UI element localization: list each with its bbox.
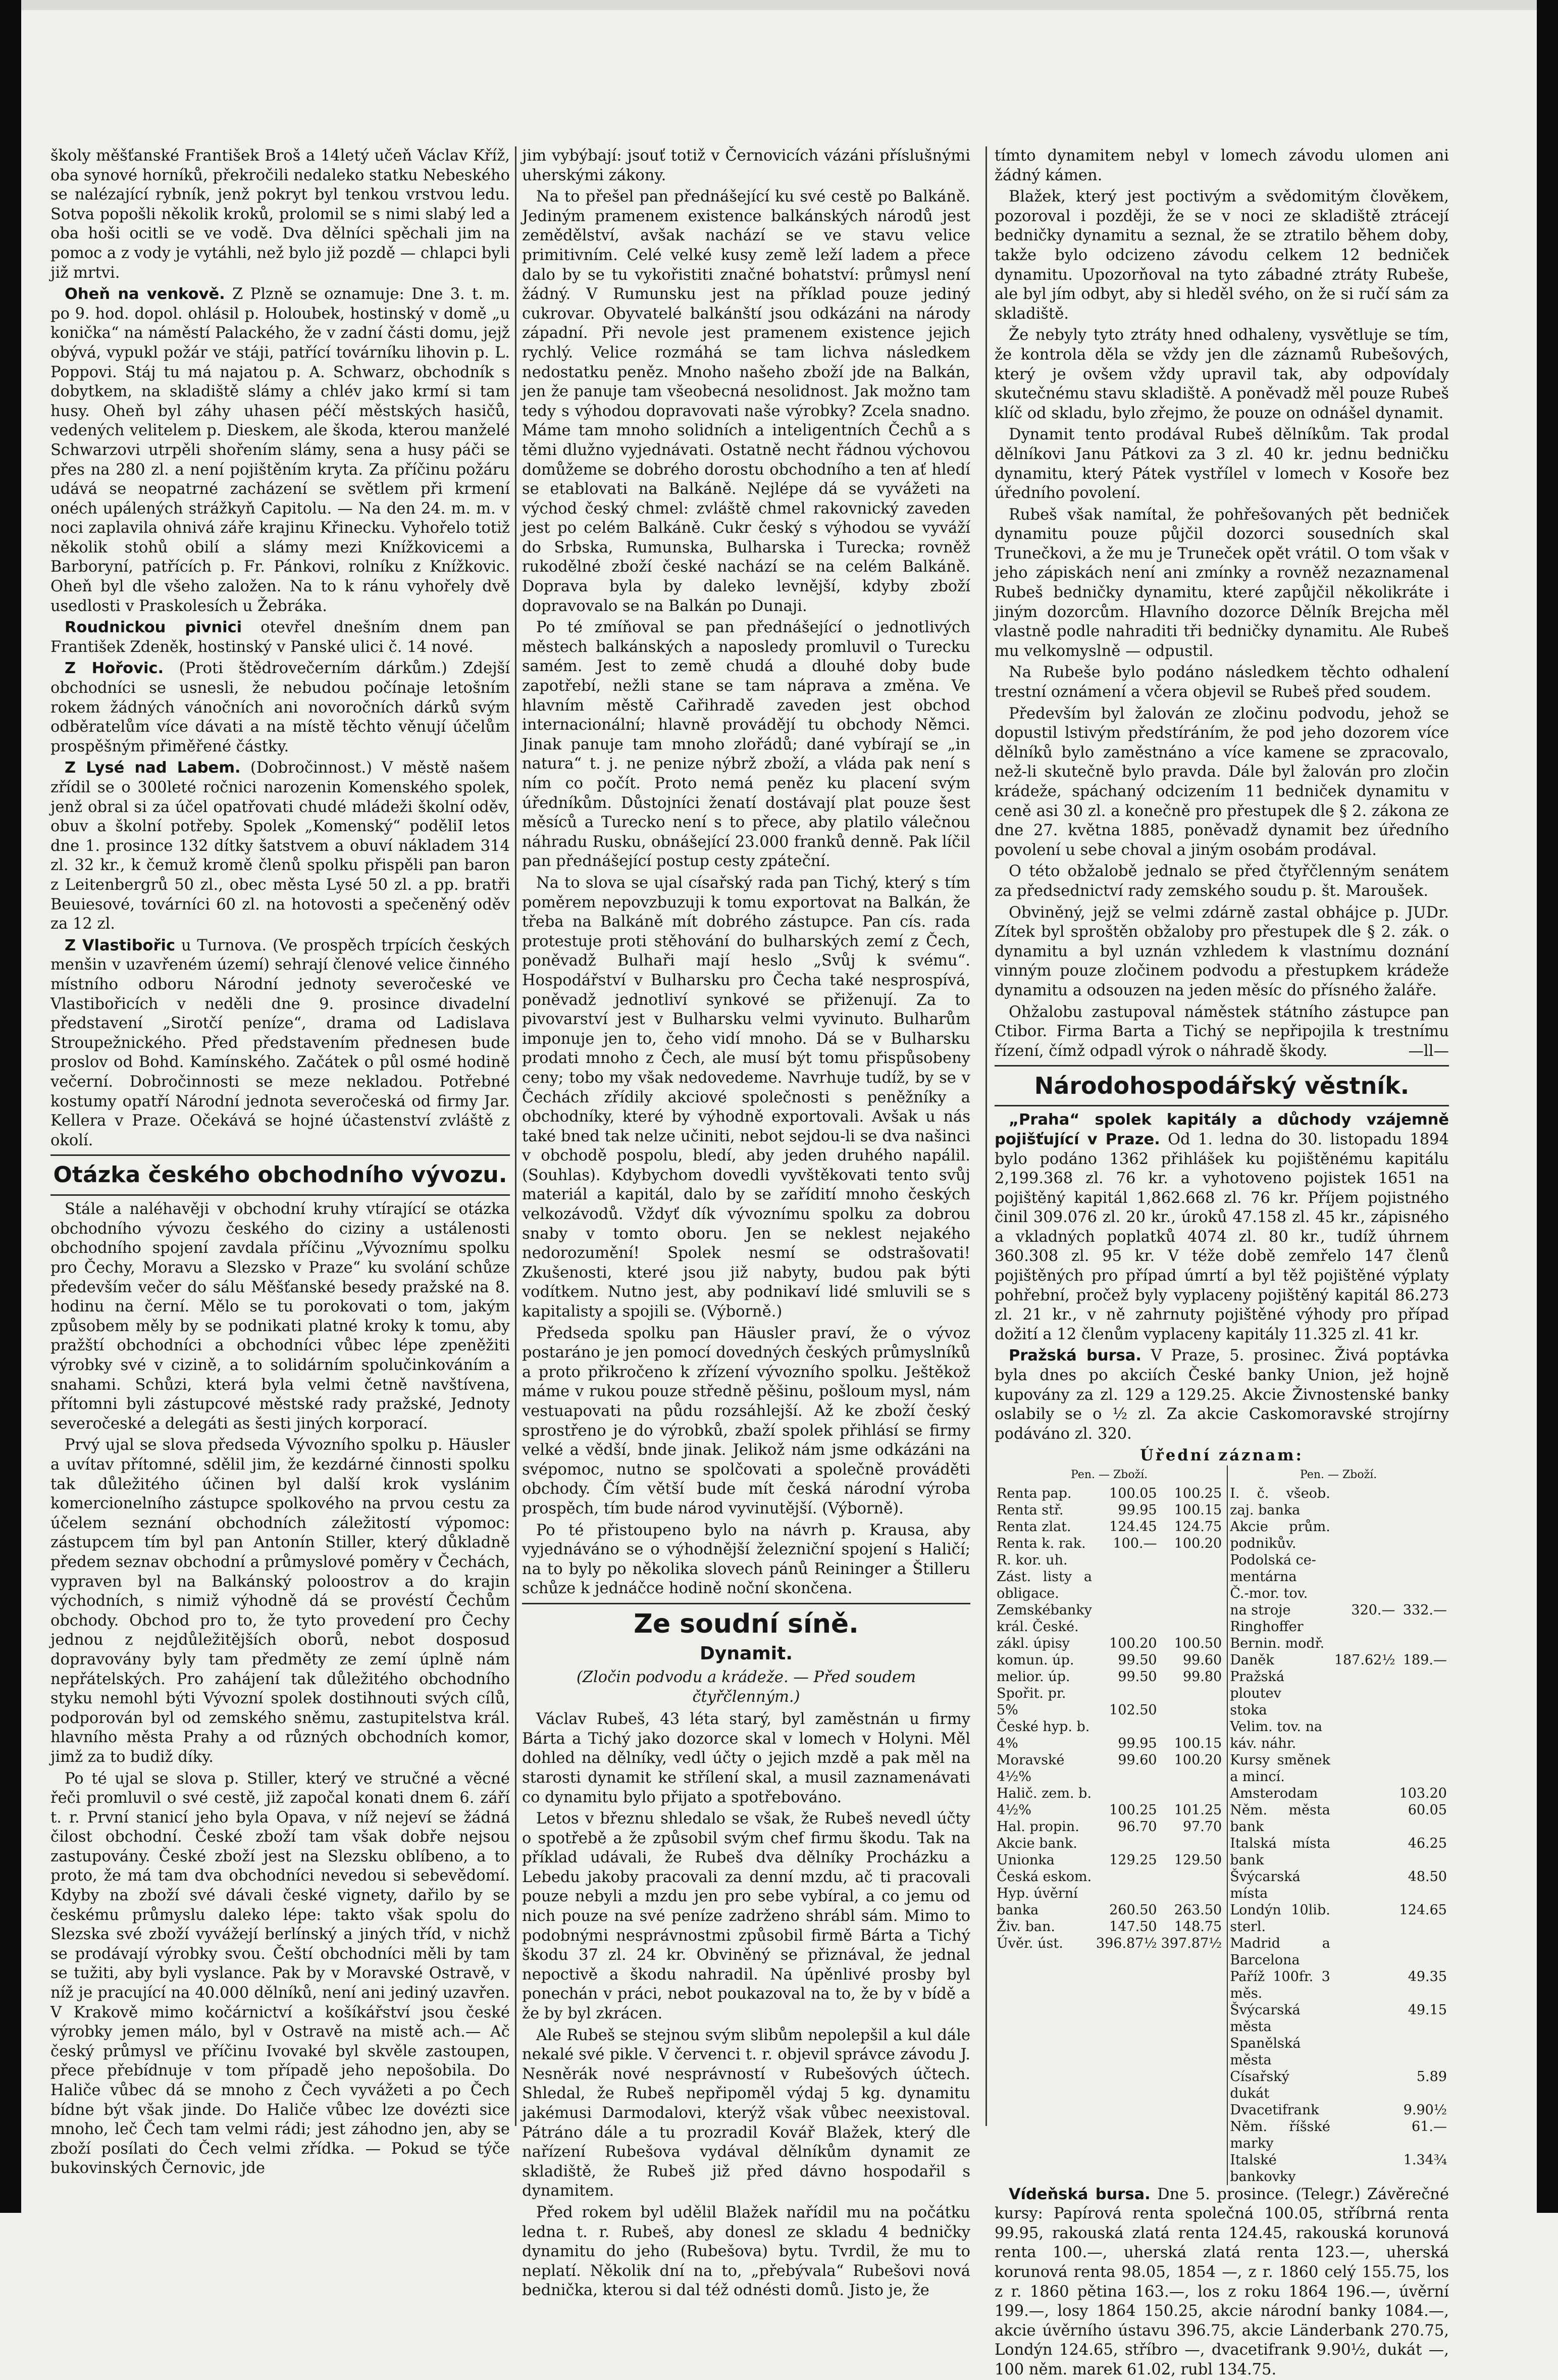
quote-row [995,1535,1224,1552]
quote-money [1332,1902,1397,1935]
paragraph-dynamite-10: Na Rubeše bylo podáno následkem těchto odhalení trestní oznámení a včera objevil se Rubeš před soudem. [995,664,1449,701]
column-1 [50,146,510,2178]
quote-money [1332,1802,1397,1835]
text-prague-bourse: V Praze, 5. prosinec. Živá poptávka byla dnes po akciích České banky Union, jež hojně kupovány za zl. 129 a 129.25. Akcie Živnostenské banky oslabily se o ½ zl. Za akcie Caskomoravské strojírny podáváno zl. 320. [995,1347,1449,1443]
divider [995,1065,1449,1067]
quote-label: Švýcarská města [1230,2002,1301,2035]
quote-label: Daněk [1230,1652,1274,1668]
quote-money [1094,1885,1159,1902]
quote-money [1332,2002,1397,2035]
quote-row [995,1568,1224,1602]
quote-row [1228,2152,1449,2185]
quotes-left-table [995,1485,1224,1952]
quotes-right-header: Pen. — Zboží. [1300,1468,1377,1481]
article-vienna-bourse [995,2185,1449,2380]
quote-label: 4½% [997,1802,1032,1818]
quote-goods: 49.35 [1408,1968,1447,1985]
quote-money: 187.62½ [1334,1652,1395,1668]
quote-money: 124.45 [1109,1518,1157,1535]
quote-row [1228,1785,1449,1802]
quote-money [1094,1868,1159,1885]
quote-money [1094,1835,1159,1852]
paragraph-export-8: Předseda spolku pan Häusler praví, že o vývoz postaráno je jen pomocí dovedných českých průmyslníků a proto přikročeno k zřízení vývozního spolku. Ještěkož máme v rukou pouze středně pěšinu, pošloum mysl, nám vestuapovati na půdu rozsáhlejší. Až ke zboží český sprostřeno je do výrobků, zbaží spolek přihlásí se firmy velké a vědší, bnde jinak. Jelikož nám jsme odkázáni na svépomoc, nutno se spolčovati a společně prováděti obchody. Čím větší bude mít česká národní výroba prospěch, tím bude národ vyvinutější. (Výborně). [522,1324,970,1517]
quote-label: Něm. říšské marky [1230,2118,1330,2151]
quote-goods [1159,1835,1224,1852]
quote-goods [1159,1702,1224,1718]
quote-label: Unionka [997,1852,1055,1868]
quote-label: Pražská ploutev [1230,1668,1284,1701]
quote-goods [1397,1735,1449,1752]
quote-money: 100.20 [1109,1635,1157,1651]
quote-label: Dvacetifrank [1230,2102,1319,2118]
quote-label: Hyp. úvěrní [997,1885,1078,1901]
quote-goods: 48.50 [1408,1868,1447,1885]
quote-money [1332,1635,1397,1652]
quote-row [995,1685,1224,1702]
quote-row [995,1735,1224,1752]
quote-label: Akcie prům. podnikův. [1230,1518,1330,1551]
quote-goods: 5.89 [1416,2068,1447,2085]
quote-row [995,1835,1224,1852]
quote-row [995,1918,1224,1935]
quote-label: Paříž 100fr. 3 měs. [1230,1968,1330,2001]
quote-goods: 100.20 [1174,1535,1222,1551]
quote-money [1094,1568,1159,1602]
quote-money [1332,1752,1397,1785]
paragraph-dynamite-11: Především byl žalován ze zločinu podvodu, jehož se dopustil lstivým předstíráním, že pod jeho dozorem více dělníků bylo zaměstnáno a více kamene se zpracovalo, než-li skutečně bylo pravda. Dále byl žalován pro zločin krádeže, spáchaný odcizením 11 bedniček dynamitu v ceně asi 30 zl. a konečně pro přestupek dle § 2. zákona ze dne 27. května 1885, poněvadž dynamit bez úředního povolení u sebe choval a jiným osobám prodával. [995,704,1449,859]
quote-goods: 332.— [1403,1602,1447,1618]
article-lysa [50,758,510,934]
divider [50,1154,510,1156]
quote-money: 102.50 [1109,1702,1157,1718]
quote-row [995,1902,1224,1918]
quote-label: zákl. úpisy [997,1635,1070,1651]
headline-lysa: Z Lysé nad Labem. [65,759,241,777]
quote-goods: 49.15 [1408,2002,1447,2018]
quote-label: Zemskébanky [997,1602,1092,1618]
quote-money [1332,2152,1397,2185]
quote-money [1094,1618,1159,1635]
quote-goods [1159,1685,1224,1702]
text-vienna-bourse: Dne 5. prosince. (Telegr.) Závěrečné kursy: Papírová renta společná 100.05, stříbrná renta 99.95, rakouská zlatá renta 124.45, rakouská korunová renta 100.—, uherská zlatá renta 123.—, uherská korunová renta 98.05, 1854 —, z r. 1860 celý 155.75, los z r. 1860 pětina 163.—, los z roku 1864 196.—, úvěrní 199.—, losy 1864 150.25, akcie národní banky 1084.—, akcie úvěrního ústavu 396.75, akcie Länderbank 270.75, Londýn 124.65, stříbro —, dvacetifrank 9.90½, dukát —, 100 něm. marek 61.02, rubl 134.75. [995,2185,1449,2378]
quote-label: Italská místa bank [1230,1835,1330,1868]
quote-label: Italské bankovky [1230,2152,1296,2185]
column-rule-2 [985,146,987,2126]
quote-money: 100.25 [1109,1802,1157,1818]
quote-money [1332,1785,1397,1802]
quote-label: Něm. města bank [1230,1802,1330,1835]
quote-goods: 124.75 [1174,1518,1222,1535]
paragraph-dynamite-3: Ale Rubeš se stejnou svým slibům nepolepšil a kul dále nekalé své pikle. V červenci t. r. objevil správce závodu J. Nesněrák nové nesprávností v Rubešových účtech. Shledal, že Rubeš nepřipoměl výdaj 5 kg. dynamitu jakémusi Darmodalovi, kterýž však vůbec neexistoval. Pátráno dále a tu prozradil Kovář Blažek, který dle nařízení Rubešova vydával dělníkům dynamit ze skladiště, že Rubeš již před dávno hospodařil s dynamitem. [522,2026,970,2200]
quote-goods [1159,1602,1224,1618]
quote-label: Halič. zem. b. [997,1785,1092,1801]
text-roudnice: otevřel dnešním dnem pan František Zdeněk, hostinský v Panské ulici č. 14 nové. [50,619,510,656]
quote-goods [1397,2035,1449,2068]
quote-money [1094,1685,1159,1702]
quote-row [995,1885,1224,1902]
quote-goods: 397.87½ [1161,1935,1222,1951]
quote-row [995,1518,1224,1535]
quote-label: na stroje [1230,1602,1291,1618]
paragraph-dynamite-8: Dynamit tento prodával Rubeš dělníkům. Tak prodal dělníkovi Janu Pátkovi za 3 zl. 40 kr. jednu bedničku dynamitu, který Pátek vystřílel v lomech v Kosoře bez úředního povolení. [995,426,1449,502]
quote-goods: 129.50 [1174,1852,1222,1868]
quote-label: Kursy směnek a mincí. [1230,1752,1330,1785]
quote-money [1332,2035,1397,2068]
quote-money: 96.70 [1118,1818,1157,1835]
quote-row [1228,1718,1449,1735]
quote-row [995,1852,1224,1868]
paragraph-dynamite-14 [995,1003,1449,1061]
quote-goods: 189.— [1403,1652,1447,1668]
headline-vienna-bourse: Vídeňská bursa. [1009,2185,1151,2203]
quote-goods: 97.70 [1182,1818,1222,1835]
quote-money [1094,1785,1159,1802]
quote-money: 99.50 [1118,1668,1157,1685]
quote-row [995,1652,1224,1668]
quote-goods: 263.50 [1174,1902,1222,1918]
quote-row [995,1802,1224,1818]
quote-label: Podolská ce- [1230,1552,1316,1568]
quote-row [1228,1652,1449,1668]
left-scan-edge [0,0,21,2213]
quote-label: Úvěr. úst. [997,1935,1063,1951]
quote-goods [1397,1485,1449,1518]
quote-label: káv. náhr. [1230,1735,1296,1751]
article-roudnice [50,618,510,657]
quote-money: 260.50 [1109,1902,1157,1918]
headline-vlastiborice: Z Vlastibořic [65,936,176,954]
quotes-table [995,1465,1449,2185]
quote-row [1228,1802,1449,1835]
paragraph-export-3: Po té ujal se slova p. Stiller, který ve stručné a věcné řeči promluvil o své cestě, již započal konati dnem 6. září t. r. První stanicí jeho byla Opava, v níž nejeví se žádná čilost obchodní. České zboží tam však dobře nejsou zastupovány. České zboží jest na Slezsku oblíbeno, a to proto, že má tam dva obchodníci nevedou si sebevědomí. Kdyby na zboží své dávali české vignety, dařilo by se českému průmyslu daleko lépe: takto však spolu do Slezska své zboží vyvážejí berlínský a jiných tříd, v nichž se prodávají výrobky svou. Čeští obchodníci měli by tam se tužiti, aby byli vyslance. Pak by v Moravské Ostravě, v níž je pracující na 40.000 dělníků, není ani jediný uzavřen. V Krakově mimo kočárnictví a košíkářství jsou české výrobky jemen málo, byl v Ostravě na mistě ach.— Ač český průmysl ve příčinu Ivovaké byl skvěle zastoupen, přece přebídnuje v tom případě jeho nepošobila. Do Haliče vůbec dá se mnoho z Čech vyvážeti a po Čech bídne být však jinde. Do Haliče vůbec lze dovézti sice mnoho, leč Čech tam velmi rádi; jest záhodno jen, aby se zboží posílati do Čech velmi zřídka. — Pokud se týče bukovinských Černovic, jde [50,1769,510,2178]
quote-label: Hal. propin. [997,1818,1079,1835]
paragraph-dynamite-7: Že nebyly tyto ztráty hned odhaleny, vysvětluje se tím, že kontrola děla se vždy jen dle záznamů Rubešových, který je ovšem vždy upravil tak, aby odpovídaly skutečnému stavu skladiště. A poněvadž měl pouze Rubeš klíč od skladu, bylo zřejmo, že pouze on odnášel dynamit. [995,326,1449,422]
column-3 [995,146,1449,2378]
quote-money [1332,1518,1397,1552]
headline-praha-insurance: „Praha“ spolek kapitály a důchody vzájemně pojišťující v Praze. [995,1111,1449,1148]
quote-money [1332,1552,1397,1568]
quote-label: Madrid a Barcelona [1230,1935,1330,1968]
quote-label: Císařský dukát [1230,2068,1289,2101]
quote-goods: 99.60 [1182,1652,1222,1668]
quote-money [1332,1485,1397,1518]
quote-goods [1397,1635,1449,1652]
quote-row [995,1868,1224,1885]
quote-goods: 100.20 [1174,1752,1222,1768]
quote-money [1332,1585,1397,1602]
quote-label: Spořit. pr. [997,1685,1066,1701]
quote-goods [1397,1568,1449,1585]
quote-label: Bernin. modř. [1230,1635,1325,1651]
quote-goods: 101.25 [1174,1802,1222,1818]
quote-row [1228,1635,1449,1652]
quote-money [1332,1702,1397,1718]
quotes-left-header: Pen. — Zboží. [1071,1468,1148,1481]
page-top-margin [0,0,1558,10]
quote-money [1332,2102,1397,2118]
divider [522,1603,970,1604]
quote-label: Renta stř. [997,1502,1064,1518]
quote-row [995,1668,1224,1685]
quote-row [995,1752,1224,1785]
text-praha-insurance: Od 1. ledna do 30. listopadu 1894 bylo podáno 1362 přihlášek ku pojištěnému kapitálu 2,199.368 zl. 76 kr. a vyhotoveno pojistek 1651 na pojištěný kapitál 1,862.668 zl. 76 kr. Příjem pojistného činil 309.076 zl. 20 kr., úroků 47.158 zl. 45 kr., zápisného a vkladných poplatků 4074 zl. 80 kr., tudíž úhrnem 360.308 zl. 95 kr. V téže době zemřelo 147 členů pojištěných pro případ úmrtí a byl těž pojištěné výplaty pohřební, pročež byly vyplaceny pojištěný kapitál 86.273 zl. 21 kr., v ně zahrnuty pojištěné výhody pro případ dožití a 12 členům vyplaceny kapitály 11.325 zl. 41 kr. [995,1130,1449,1343]
quote-goods [1397,1668,1449,1702]
paragraph-export-2: Prvý ujal se slova předseda Vývozního spolku p. Häusler a uvítav přítomné, sdělil jim, že kezdárné činnosti spolku tak důležitého účinen byl další krok vyslánim komercionelního zástupce spolkového na prvou cestu za účelem seznání obchodních záležitostí výpomoc: zástupcem tím byl pan Antonín Stiller, který důkladně předem seznav obchodní a průmyslové poměry v Čechách, vypraven byl na Balkánský poloostrov a do krajin východních, s nimiž výhodně dá se provéstí Čechům obchody. Obchod pro to, že tyto provedení pro Čechy jednou z nejdůležitějších oborů, nebot dosposud dopravovány byly tam předměty ze zemí úplně nám nepřátelských. Pro zahájení tak důležitého obchodního styku nemohl býti Vývozní spolek dostihnouti svých cílů, podporován byl od zemského sněmu, zastupitelstva král. hlavního města Prahy a od různých obchodních komor, jimž za to budiž díky. [50,1436,510,1766]
paragraph-export-5: Na to přešel pan přednášející ku své cestě po Balkáně. Jediným pramenem existence balkánských národů jest zemědělství, avšak nachází se ve stavu velice primitivním. Celé velké kusy země leží ladem a přece dalo by se tu vykořistiti značné bohatství: průmysl není žádný. V Rumunsku jest na příklad pouze jediný cukrovar. Obyvatelé balkánští jsou odkázáni na národy západní. Při nevole jest pramenem existence jejich rychlý. Velice rozmáhá se tam lichva následkem nedostatku peněz. Mnoho našeho zboží jde na Balkán, jen že panuje tam všeobecná nesolidnost. Jak možno tam tedy s výhodou dopravovati naše výrobky? Zcela snadno. Máme tam mnoho solidních a inteligentních Čechů a s těmi dlužno vyjednávati. Ostatně necht řádnou výchovou domůžeme se dobrého dorostu obchodního a ten ať hledí se etablovati na Balkáně. Nejlépe dá se vyvážeti na východ český chmel: zvláště chmel rakovnický zaveden jest po celém Balkáně. Cukr český s výhodou se vyváží do Srbska, Rumunska, Bulharska i Turecka; rovněž rukodělné zboží české nachází se na celém Balkáně. Doprava byla by daleko levnější, kdyby zboží dopravovalo se na Balkán po Dunaji. [522,188,970,615]
quote-money [1332,1568,1397,1585]
quote-goods [1397,1585,1449,1602]
quote-row [995,1818,1224,1835]
paragraph-dynamite-2: Letos v březnu shledalo se však, že Rubeš nevedl účty o spotřebě a že způsobil svým chef firmu škodu. Tak na příklad udávali, že Rubeš dva dělníky Procházku a Lebedu jakoby pracovali za denní mzdu, ač ti pracovali pouze nebyli a mzdu jen pro sebe vybíral, a co jemu od nich pouze na své peníze zadrženo shrábl sám. Mimo to podobnými nesprávnostmi způsobil firmě Bárta a Tichý škodu 37 zl. 24 kr. Obviněný se přiznával, že jednal nepoctivě a škodu nahradil. Na úpěnlivé prosby byl ponechán v práci, nebot poukazoval na to, že by v bídě a že by byl zkrácen. [522,1810,970,2023]
quote-goods [1397,1518,1449,1552]
quote-label: král. České. [997,1618,1079,1635]
quote-money [1332,1935,1397,1968]
paragraph-dynamite-5: tímto dynamitem nebyl v lomech závodu ulomen ani žádný kámen. [995,147,1449,184]
quote-money [1332,1718,1397,1735]
quote-money [1332,1835,1397,1868]
article-vlastiborice [50,936,510,1151]
quote-goods [1159,1718,1224,1735]
quote-money [1094,1552,1159,1568]
quote-goods [1159,1868,1224,1885]
quote-label: Česká eskom. [997,1868,1092,1885]
paragraph-export-7: Na to slova se ujal císařský rada pan Tichý, který s tím poměrem nepovzbuzuji k tomu exportovat na Balkán, že třeba na Balkáně mít dobrého zástupce. Pan cís. rada protestuje proti stěhování do bulharských zemí z Čech, poněvadž Bulhaři mají heslo „Svůj k svému“. Hospodářství v Bulharsku pro Čecha také nesprospívá, poněvadž jednotliví synkové se přiženují. Za to pivovarství jest v Bulharsku velmi vyvinuto. Bulharům imponuje jen to, čeho vidí mnoho. Dá se v Bulharsku prodati mnoho z Čech, ale musí být tomu přispůsobeny ceny; tobo my však nedovedeme. Navrhuje tudíž, by se v Čechách zřídily akciové společnosti s peněžníky a obchodníky, které by výhodně exportovali. Avšak u nás také bned tak nelze učiniti, nebot sejdou-li se dva našinci v obchodě pospolu, bledí, aby jeden druhého napálil. (Souhlas). Kdybychom dovedli vyvštěkovati tento svůj materiál a kapitál, dalo by se zařídití mnoho českých velkozávodů. Vždyť dík vývoznímu spolku za dobrou snaby v tomto oboru. Jen se neklest nejakého nedorozumění! Spolek nesmí se odstrašovati! Zkušenosti, které jsou již nabyty, budou pak býti vodítkem. Nutno jest, aby podnikaví lidé smluvili se s kapitalisty a spojili se. (Výborně.) [522,874,970,1321]
quote-label: Švýcarská místa [1230,1868,1301,1901]
article-praha-insurance [995,1110,1449,1344]
quote-row [1228,2118,1449,2152]
quote-row [1228,1618,1449,1635]
quote-label: Amsterodam [1230,1785,1318,1801]
paragraph-export-6: Po té zmíňoval se pan přednášející o jednotlivých městech balkánských a naposledy promluvil o Turecku samém. Jest to země chudá a dlouhé doby bude zapotřebí, nežli stane se tam náprava a změna. Ve hlavním městě Cařihradě zaveden jest obchod internacionální; hlavně provádějí tu obchody Němci. Jinak panuje tam mnoho zlořádů; dané vybírají se „in natura“ t. j. ne penize nýbrž zboží, a vláda pak není s ním co počít. Proto nemá peněz ku placení svým úředníkům. Důstojníci ženatí dostávají plat pouze šest měsíců a Turecko není s to přece, aby platilo válečnou náhradu Rusku, obnášející 23.000 franků denně. Pak líčil pan přednášející postup cesty zpáteční. [522,619,970,871]
quote-row [1228,1752,1449,1785]
paragraph-dynamite-6: Blažek, který jest poctivým a svědomitým člověkem, pozoroval i později, že se v noci ze skladiště ztrácejí bedničky dynamitu a seznal, že se ztratilo během doby, takže bylo odcizeno závodu celkem 12 bedniček dynamitu. Upozorňoval na tyto zábadné ztráty Rubeše, ale byl jím odbyt, aby si hleděl svého, on že si ručí sám za skladiště. [995,188,1449,323]
quote-money: 396.87½ [1096,1935,1157,1951]
author-signature: —ll— [1408,1042,1449,1060]
quote-goods: 103.20 [1399,1785,1447,1801]
quote-label: Renta pap. [997,1485,1072,1501]
quote-row [995,1785,1224,1802]
quote-goods: 100.15 [1174,1502,1222,1518]
quote-label: Velim. tov. na [1230,1718,1323,1735]
paragraph-dynamite-13: Obviněný, jejž se velmi zdárně zastal obhájce p. JUDr. Zítek byl sproštěn obžaloby pro přestupek dle § 2. zák. o dynamitu a byl uznán vzhledem k vlastnímu doznání vinným pouze zločinem podvodu a přestupkem krádeže dynamitu a odsouzen na jeden měsíc do přísného žaláře. [995,903,1449,999]
divider [995,1105,1449,1106]
quote-label: komun. úp. [997,1652,1074,1668]
quote-label: 5% [997,1702,1018,1718]
paragraph-export-1: Stále a naléhavěji v obchodní kruhy vtírající se otázka obchodního vývozu českého do ciziny a ustálenosti obchodního spojení zavdala příčinu „Vývoznímu spolku pro Čechy, Moravu a Slezsko v Praze“ ku svolání schůze především večer do sálu Měšťanské besedy pražské na 8. hodinu na černí. Mělo se tu porokovati o tom, jakým způsobem měly by se podnikati platné kroky k tomu, aby pražští obchodníci a obchodníci vůbec lépe zpeněžiti výrobky své v cizině, a to solidárním spolučinkováním a snahami. Schůzi, která byla velmi četně navštívena, přítomni byli zástupcové městské rady pražské, Jednoty severočeské a delegáti as šesti jiných korporací. [50,1200,510,1433]
quote-goods [1397,1552,1449,1568]
headline-court: Ze soudní síně. [634,1608,859,1639]
quote-goods: 9.90½ [1403,2102,1447,2118]
quotes-left [995,1465,1224,2185]
quote-money [1094,1602,1159,1618]
quote-goods [1159,1568,1224,1602]
quote-label: Ringhoffer [1230,1618,1304,1635]
right-scan-edge [1537,0,1558,2213]
quote-money [1332,1735,1397,1752]
quote-money [1332,2118,1397,2152]
quote-row [1228,1602,1449,1618]
headline-economic-bulletin: Národohospodářský věstník. [1034,1072,1410,1100]
quote-money [1094,1718,1159,1735]
quote-goods: 148.75 [1174,1918,1222,1935]
quote-money: 129.25 [1109,1852,1157,1868]
quote-row [1228,1902,1449,1935]
paragraph-dynamite-4: Před rokem byl udělil Blažek nařídil mu na počátku ledna t. r. Rubeš, aby donesl ze skladu 4 bedničky dynamitu do jeho (Rubešova) bytu. Tvrdil, že mu to neplatí. Několik dní na to, „přebývala“ Rubešovi nová bednička, kterou si dal též odnésti domů. Jisto je, že [522,2203,970,2300]
divider [50,1194,510,1196]
quote-money: 100.— [1113,1535,1157,1551]
text-vlastiborice: u Turnova. (Ve prospěch trpících českých menšin v uzavřeném území) sehrají členové velice činného místního odboru Národní jednoty severočeské ve Vlastibořicích v neděli dne 9. prosince divadelní představení „Sirotčí peníze“, drama od Ladislava Stroupežnického. Před představením přednesen bude proslov od Bohd. Kamínského. Začátek o půl osmé hodině večerní. Dobročinnosti se meze nekladou. Potřebné kostumy opatří Národní jednota severočeská od firmy Jar. Kellera v Praze. Očekává se hojné účastenství zvláště z okolí. [50,936,510,1149]
quote-label: 4% [997,1735,1018,1751]
quote-row [995,1935,1224,1952]
paragraph-dynamite-12: O této obžalobě jednalo se před čtyřčlenným senátem za předsednictví rady zemského soudu p. št. Maroušek. [995,863,1449,900]
quote-money: 99.95 [1118,1735,1157,1751]
quote-label: Akcie bank. [997,1835,1077,1851]
column-rule-1 [515,146,516,2126]
quote-money: 147.50 [1109,1918,1157,1935]
quote-goods [1159,1885,1224,1902]
quote-money [1332,2068,1397,2102]
headline-fire: Oheň na venkově. [65,285,225,303]
quote-row [995,1502,1224,1518]
quote-money [1332,1868,1397,1902]
article-drowning: školy měšťanské František Broš a 14letý učeň Václav Kříž, oba synové horníků, překročili nedaleko statku Nebeského se nalézající rybník, jenž pokryt byl tenkou vrstvou ledu. Sotva popošli několik kroků, prolomil se s nimi slabý led a oba hoši ocitli se ve vodě. Dva dělníci spěchali jim na pomoc a z vody je vytáhli, než bylo již pozdě — chlapci byli již mrtvi. [50,147,510,282]
quotes-right-table [1228,1485,1449,2185]
quote-goods [1397,1618,1449,1635]
quote-money: 99.95 [1118,1502,1157,1518]
quote-label: Renta zlat. [997,1518,1071,1535]
quote-goods [1159,1552,1224,1568]
headline-prague-bourse: Pražská bursa. [1009,1347,1141,1365]
quote-goods: 1.34¾ [1403,2152,1447,2168]
quote-goods [1159,1618,1224,1635]
quotes-table-title: Úřední záznam: [1140,1446,1304,1465]
quote-goods [1159,1785,1224,1802]
quote-label: Moravské 4½% [997,1752,1065,1785]
quote-label: R. kor. uh. [997,1552,1068,1568]
quote-money [1332,1618,1397,1635]
quote-label: Živ. ban. [997,1918,1055,1935]
quote-label: melior. úp. [997,1668,1070,1685]
headline-roudnice: Roudnickou pivnici [65,619,242,637]
quote-goods: 100.25 [1174,1485,1222,1501]
quote-money: 100.05 [1109,1485,1157,1501]
quote-goods [1397,1718,1449,1735]
quote-label: mentárna [1230,1568,1297,1585]
quote-row [1228,1552,1449,1568]
quote-row [1228,1868,1449,1902]
quote-label: Spanělská města [1230,2035,1301,2068]
paragraph-dynamite-1: Václav Rubeš, 43 léta starý, byl zaměstnán u firmy Bárta a Tichý jako dozorce skal v lomech v Holyni. Měl dohled na dělníky, vedl účty o jejich mzdě a pak měl na starosti dynamit ke střílení skal, a musil zaznamenávati co dynamitu bylo přijato a spotřebováno. [522,1710,970,1806]
quote-goods: 99.80 [1182,1668,1222,1685]
column-2 [522,146,970,2300]
quote-row [1228,1968,1449,2002]
quote-money [1332,1968,1397,2002]
quote-goods [1397,1752,1449,1785]
headline-horovice: Z Hořovic. [65,660,164,678]
quote-row [1228,1668,1449,1702]
quote-row [1228,2035,1449,2068]
quote-row [995,1635,1224,1652]
article-prague-bourse [995,1346,1449,1444]
quote-label: Č.-mor. tov. [1230,1585,1308,1601]
subheadline-dynamite: (Zločin podvodu a krádeže. — Před soudem čtyřčlenným.) [576,1668,916,1706]
quote-row [1228,1735,1449,1752]
quotes-right [1227,1465,1449,2185]
quote-row [995,1485,1224,1502]
quote-row [1228,1835,1449,1868]
quote-goods [1397,1702,1449,1718]
quote-money [1332,1668,1397,1702]
quote-goods [1397,1935,1449,1968]
paragraph-export-4: jim vybýbají: jsouť totiž v Černovicích vázáni příslušnými uherskými zákony. [522,147,970,184]
quote-money: 99.60 [1118,1752,1157,1768]
quote-row [995,1552,1224,1568]
quote-money: 320.— [1351,1602,1395,1618]
headline-export-question: Otázka českého obchodního vývozu. [53,1162,507,1188]
quote-goods: 124.65 [1399,1902,1447,1918]
quote-row [1228,1935,1449,1968]
quote-row [1228,1518,1449,1552]
quote-goods: 61.— [1412,2118,1447,2135]
quote-label: Londýn 10lib. sterl. [1230,1902,1330,1935]
paragraph-export-9: Po té přistoupeno bylo na návrh p. Krausa, aby vyjednáváno se o výhodnější železniční spojení s Haličí; na to byly po několika slovech pánů Reininger a Štilleru schůze k jednáčce hodině noční skončena. [522,1521,970,1598]
quote-row [995,1718,1224,1735]
article-fire [50,285,510,616]
quote-row [1228,2102,1449,2118]
quote-goods: 46.25 [1408,1835,1447,1851]
quote-row [1228,1568,1449,1585]
quote-goods: 100.15 [1174,1735,1222,1751]
quote-label: Renta k. rak. [997,1535,1086,1551]
quote-goods: 60.05 [1408,1802,1447,1818]
quote-label: I. č. všeob. zaj. banka [1230,1485,1330,1518]
headline-dynamite: Dynamit. [699,1643,793,1664]
quote-row [995,1602,1224,1618]
quote-row [995,1702,1224,1718]
quote-row [1228,1585,1449,1602]
quote-row [1228,2068,1449,2102]
quote-row [1228,1485,1449,1518]
text-horovice: (Proti štědrovečerním dárkům.) Zdejší obchodníci se usnesli, že nebudou počínaje letošním rokem žádných vánočních ani novoročních dárků svým odběratelům více dávati a na místě těchto věnují účelům prospěšným přiměřené částky. [50,660,510,755]
text-lysa: (Dobročinnost.) V městě našem zřídil se o 300leté ročnici narozenin Komenského spolek, jenž obral si za účel opatřovati chudé mládeži školní oděv, obuv a školní potřeby. Spolek „Komenský“ poděliI letos dne 1. prosince 132 dítky šatstvem a obuví nákladem 314 zl. 32 kr., k čemuž kromě členů spolku přispěli pan baron z Leitenbergrů 50 zl., obec města Lysé 50 zl. a pp. bratři Beuiesové, továrníci 60 zl. na hotovosti a spečeněný oděv za 12 zl. [50,759,510,933]
quote-label: stoka [1230,1702,1267,1718]
quote-goods: 100.50 [1174,1635,1222,1651]
quote-money: 99.50 [1118,1652,1157,1668]
quote-label: České hyp. b. [997,1718,1090,1735]
quote-label: banka [997,1902,1039,1918]
quote-row [1228,1702,1449,1718]
text-dynamite-14: Ohžalobu zastupoval náměstek státního zástupce pan Ctibor. Firma Barta a Tichý se nepřipojila k trestnímu řízení, čímž odpadl výrok o náhradě škody. [995,1003,1449,1060]
article-horovice [50,659,510,756]
quote-row [1228,2002,1449,2035]
paragraph-dynamite-9: Rubeš však namítal, že pohřešovaných pět bedniček dynamitu pouze půjčil dozorci sousedních skal Trunečkovi, a že mu je Truneček opět vrátil. O tom však v jeho zápiskách není ani zmínky a rovněž nezaznamenal Rubeš bedničky dynamitu, které zapůjčil několikráte i jiným dozorcům. Hlavního dozorce Dělník Brejcha měl vlastně podle nahraditi tři bedničky dynamitu. Ale Rubeš mu velkomyslně — odpustil. [995,505,1449,660]
quote-label: Zást. listy a obligace. [997,1568,1092,1601]
quote-row [995,1618,1224,1635]
text-fire: Z Plzně se oznamuje: Dne 3. t. m. po 9. hod. dopol. ohlásil p. Holoubek, hostinský v domě „u konička“ na náměstí Palackého, že v zadní části domu, jejž obývá, vypukl požár ve stáji, patřící továrníku lihovin p. L. Poppovi. Stáj tu má najatou p. A. Schwarz, obchodník s dobytkem, na skladiště slámy a chlév jako krmí si tam husy. Oheň byl záhy uhasen péčí městských hasičů, vedených velitelem p. Dieskem, ale škoda, kterou manželé Schwarzovi utrpěli shořením slámy, sena a husy páči se přes na 280 zl. a není pojištěním kryta. Za příčinu požáru udává se neopatrné zacházení se světlem při krmení onéch upálených strážkyň Capitolu. — Na den 24. m. m. v noci zaplavila ohnivá záře krajinu Křinecku. Vyhořelo totiž několik stohů obilí a slámy mezi Knížkovicemi a Barboryní, patřících p. Fr. Pánkovi, rolníku z Knížkovic. Oheň byl dle všeho založen. Na to k ránu vyhořely dvě usedlosti v Praskolesích u Žebráka. [50,285,510,615]
